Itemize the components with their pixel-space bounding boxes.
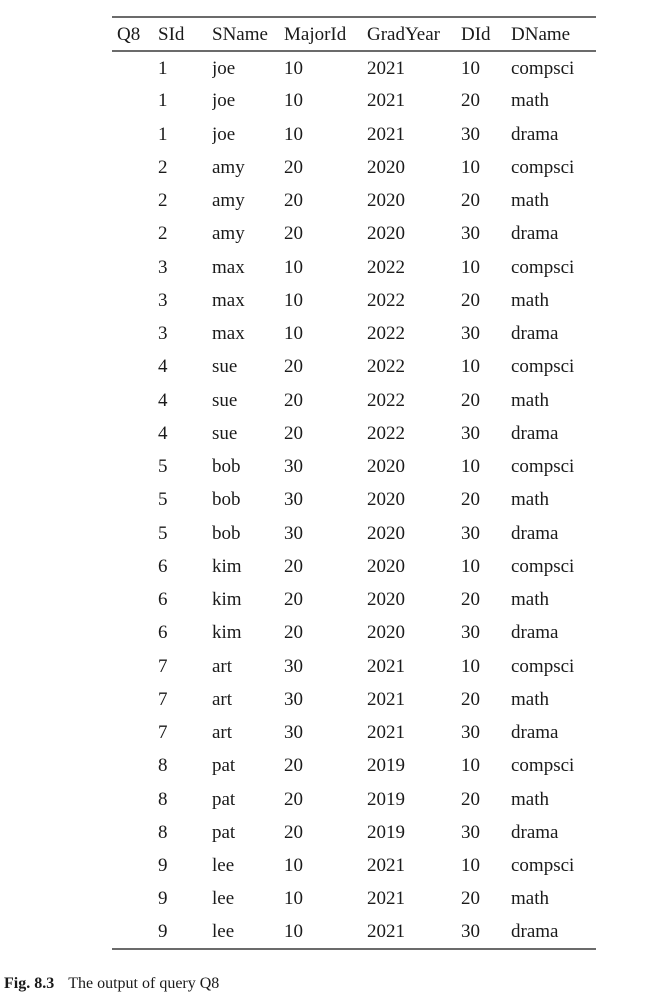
cell-dname: drama	[511, 223, 559, 245]
cell-gradyear: 2019	[367, 821, 405, 843]
figure-caption	[4, 974, 219, 994]
cell-sname: max	[212, 323, 245, 345]
cell-query-spacer	[112, 783, 158, 816]
table-row	[112, 683, 596, 716]
cell-sid: 4	[158, 389, 168, 411]
cell-sname: sue	[212, 422, 238, 444]
table-row	[112, 450, 596, 483]
cell-did: 30	[461, 422, 480, 444]
cell-query-spacer	[112, 650, 158, 683]
cell-sname: max	[212, 289, 245, 311]
cell-gradyear: 2021	[367, 57, 405, 79]
cell-majorid: 20	[284, 622, 303, 644]
cell-sid: 7	[158, 688, 168, 710]
cell-did: 20	[461, 788, 480, 810]
cell-sid: 6	[158, 589, 168, 611]
cell-majorid: 20	[284, 190, 303, 212]
cell-sid: 5	[158, 489, 168, 511]
col-header-gradyear: GradYear	[367, 17, 461, 51]
cell-sname: art	[212, 722, 233, 744]
table-row	[112, 118, 596, 151]
cell-dname: compsci	[511, 156, 575, 178]
cell-did: 30	[461, 522, 480, 544]
cell-sname: lee	[212, 888, 235, 910]
cell-query-spacer	[112, 916, 158, 949]
cell-gradyear: 2022	[367, 422, 405, 444]
table-row	[112, 816, 596, 849]
cell-dname: math	[511, 888, 549, 910]
cell-dname: compsci	[511, 755, 575, 777]
cell-sid: 5	[158, 522, 168, 544]
cell-query-spacer	[112, 583, 158, 616]
cell-gradyear: 2022	[367, 256, 405, 278]
cell-did: 20	[461, 688, 480, 710]
cell-did: 10	[461, 57, 480, 79]
cell-majorid: 10	[284, 256, 303, 278]
cell-did: 20	[461, 888, 480, 910]
cell-majorid: 20	[284, 356, 303, 378]
cell-majorid: 10	[284, 123, 303, 145]
cell-majorid: 10	[284, 855, 303, 877]
cell-majorid: 20	[284, 389, 303, 411]
cell-gradyear: 2022	[367, 289, 405, 311]
cell-dname: compsci	[511, 855, 575, 877]
cell-query-spacer	[112, 483, 158, 516]
cell-dname: compsci	[511, 256, 575, 278]
table-row	[112, 284, 596, 317]
cell-dname: drama	[511, 422, 559, 444]
cell-sid: 1	[158, 123, 168, 145]
cell-majorid: 10	[284, 888, 303, 910]
cell-sid: 2	[158, 156, 168, 178]
cell-query-spacer	[112, 51, 158, 84]
cell-did: 10	[461, 456, 480, 478]
cell-majorid: 20	[284, 156, 303, 178]
cell-did: 20	[461, 90, 480, 112]
col-header-did: DId	[461, 17, 511, 51]
cell-did: 20	[461, 289, 480, 311]
cell-gradyear: 2020	[367, 456, 405, 478]
cell-query-spacer	[112, 350, 158, 383]
cell-did: 30	[461, 223, 480, 245]
cell-dname: math	[511, 589, 549, 611]
cell-majorid: 30	[284, 456, 303, 478]
cell-did: 30	[461, 921, 480, 943]
cell-dname: compsci	[511, 456, 575, 478]
cell-sid: 6	[158, 555, 168, 577]
cell-sid: 5	[158, 456, 168, 478]
cell-query-spacer	[112, 84, 158, 117]
cell-query-spacer	[112, 550, 158, 583]
table-row	[112, 483, 596, 516]
cell-did: 10	[461, 356, 480, 378]
table-row	[112, 783, 596, 816]
col-header-dname: DName	[511, 17, 596, 51]
cell-majorid: 30	[284, 655, 303, 677]
cell-did: 30	[461, 323, 480, 345]
cell-sname: pat	[212, 821, 236, 843]
cell-dname: math	[511, 688, 549, 710]
table-row	[112, 517, 596, 550]
cell-query-spacer	[112, 384, 158, 417]
cell-gradyear: 2020	[367, 489, 405, 511]
table-row	[112, 84, 596, 117]
cell-query-spacer	[112, 882, 158, 915]
cell-sname: lee	[212, 855, 235, 877]
cell-query-spacer	[112, 816, 158, 849]
cell-query-spacer	[112, 184, 158, 217]
cell-did: 30	[461, 622, 480, 644]
cell-query-spacer	[112, 683, 158, 716]
table-row	[112, 251, 596, 284]
cell-dname: compsci	[511, 555, 575, 577]
cell-sname: bob	[212, 522, 241, 544]
cell-gradyear: 2020	[367, 190, 405, 212]
cell-sname: kim	[212, 555, 242, 577]
cell-sname: art	[212, 655, 233, 677]
table-row	[112, 849, 596, 882]
table-row	[112, 550, 596, 583]
figure-caption-text: The output of query Q8	[68, 975, 220, 992]
cell-did: 10	[461, 855, 480, 877]
cell-query-spacer	[112, 616, 158, 649]
table-row	[112, 417, 596, 450]
cell-query-spacer	[112, 849, 158, 882]
cell-query-spacer	[112, 151, 158, 184]
cell-majorid: 30	[284, 722, 303, 744]
cell-dname: math	[511, 90, 549, 112]
cell-sid: 7	[158, 722, 168, 744]
cell-sname: max	[212, 256, 245, 278]
cell-gradyear: 2021	[367, 888, 405, 910]
cell-gradyear: 2022	[367, 389, 405, 411]
cell-gradyear: 2021	[367, 90, 405, 112]
cell-sid: 3	[158, 289, 168, 311]
cell-did: 10	[461, 256, 480, 278]
table-header	[112, 17, 596, 51]
cell-gradyear: 2020	[367, 156, 405, 178]
cell-did: 10	[461, 555, 480, 577]
cell-query-spacer	[112, 217, 158, 250]
table-row	[112, 716, 596, 749]
table-row	[112, 616, 596, 649]
cell-majorid: 20	[284, 755, 303, 777]
cell-did: 20	[461, 489, 480, 511]
cell-majorid: 20	[284, 821, 303, 843]
cell-query-spacer	[112, 749, 158, 782]
cell-sid: 4	[158, 422, 168, 444]
cell-sname: joe	[212, 57, 236, 79]
cell-sid: 9	[158, 921, 168, 943]
cell-sname: joe	[212, 90, 236, 112]
query-output-table	[112, 16, 596, 950]
cell-majorid: 10	[284, 57, 303, 79]
cell-dname: math	[511, 190, 549, 212]
cell-sid: 4	[158, 356, 168, 378]
cell-gradyear: 2020	[367, 555, 405, 577]
table-row	[112, 583, 596, 616]
cell-sname: art	[212, 688, 233, 710]
cell-majorid: 10	[284, 921, 303, 943]
table-row	[112, 882, 596, 915]
cell-dname: compsci	[511, 57, 575, 79]
cell-sname: lee	[212, 921, 235, 943]
cell-dname: drama	[511, 622, 559, 644]
cell-did: 20	[461, 589, 480, 611]
col-header-sname: SName	[212, 17, 284, 51]
cell-dname: drama	[511, 722, 559, 744]
cell-gradyear: 2019	[367, 755, 405, 777]
table-row	[112, 317, 596, 350]
cell-majorid: 30	[284, 489, 303, 511]
cell-majorid: 20	[284, 788, 303, 810]
table-row	[112, 384, 596, 417]
table-row	[112, 916, 596, 949]
cell-query-spacer	[112, 716, 158, 749]
cell-did: 30	[461, 821, 480, 843]
cell-sname: amy	[212, 223, 245, 245]
cell-dname: compsci	[511, 655, 575, 677]
cell-sname: sue	[212, 389, 238, 411]
table-row	[112, 650, 596, 683]
cell-dname: drama	[511, 921, 559, 943]
table-row	[112, 217, 596, 250]
cell-sname: bob	[212, 489, 241, 511]
cell-sid: 2	[158, 223, 168, 245]
cell-query-spacer	[112, 284, 158, 317]
cell-gradyear: 2021	[367, 123, 405, 145]
cell-sid: 1	[158, 90, 168, 112]
cell-majorid: 20	[284, 422, 303, 444]
cell-gradyear: 2020	[367, 522, 405, 544]
table-row	[112, 749, 596, 782]
cell-gradyear: 2020	[367, 622, 405, 644]
cell-sid: 8	[158, 788, 168, 810]
cell-majorid: 30	[284, 688, 303, 710]
cell-gradyear: 2022	[367, 323, 405, 345]
cell-sname: kim	[212, 589, 242, 611]
cell-did: 20	[461, 190, 480, 212]
cell-dname: math	[511, 389, 549, 411]
cell-query-spacer	[112, 317, 158, 350]
cell-majorid: 20	[284, 589, 303, 611]
cell-gradyear: 2020	[367, 223, 405, 245]
query-label: Q8	[112, 17, 158, 51]
cell-dname: math	[511, 788, 549, 810]
cell-sid: 7	[158, 655, 168, 677]
cell-sid: 9	[158, 855, 168, 877]
cell-sname: bob	[212, 456, 241, 478]
cell-did: 30	[461, 722, 480, 744]
cell-gradyear: 2020	[367, 589, 405, 611]
cell-dname: drama	[511, 522, 559, 544]
cell-gradyear: 2019	[367, 788, 405, 810]
cell-dname: math	[511, 289, 549, 311]
cell-majorid: 10	[284, 289, 303, 311]
col-header-sid: SId	[158, 17, 212, 51]
table-row	[112, 184, 596, 217]
cell-sid: 3	[158, 323, 168, 345]
table-body	[112, 51, 596, 949]
table-header-row	[112, 17, 596, 51]
cell-sid: 3	[158, 256, 168, 278]
cell-sid: 6	[158, 622, 168, 644]
table-row	[112, 350, 596, 383]
cell-sid: 8	[158, 755, 168, 777]
cell-gradyear: 2021	[367, 655, 405, 677]
cell-query-spacer	[112, 417, 158, 450]
cell-dname: drama	[511, 821, 559, 843]
cell-did: 10	[461, 755, 480, 777]
table-row	[112, 151, 596, 184]
col-header-majorid: MajorId	[284, 17, 367, 51]
cell-dname: compsci	[511, 356, 575, 378]
cell-query-spacer	[112, 517, 158, 550]
table-row	[112, 51, 596, 84]
cell-sid: 9	[158, 888, 168, 910]
cell-gradyear: 2021	[367, 921, 405, 943]
cell-gradyear: 2021	[367, 855, 405, 877]
cell-majorid: 10	[284, 323, 303, 345]
cell-sname: amy	[212, 190, 245, 212]
cell-sname: joe	[212, 123, 236, 145]
cell-majorid: 20	[284, 555, 303, 577]
cell-majorid: 20	[284, 223, 303, 245]
cell-dname: drama	[511, 123, 559, 145]
cell-did: 10	[461, 156, 480, 178]
cell-query-spacer	[112, 251, 158, 284]
cell-gradyear: 2022	[367, 356, 405, 378]
cell-sname: amy	[212, 156, 245, 178]
cell-sid: 8	[158, 821, 168, 843]
cell-sid: 1	[158, 57, 168, 79]
cell-sname: sue	[212, 356, 238, 378]
cell-sname: pat	[212, 788, 236, 810]
cell-sname: pat	[212, 755, 236, 777]
cell-query-spacer	[112, 450, 158, 483]
cell-dname: drama	[511, 323, 559, 345]
cell-majorid: 10	[284, 90, 303, 112]
figure-caption-label: Fig. 8.3	[4, 975, 55, 992]
cell-gradyear: 2021	[367, 688, 405, 710]
cell-query-spacer	[112, 118, 158, 151]
cell-did: 30	[461, 123, 480, 145]
cell-sid: 2	[158, 190, 168, 212]
cell-gradyear: 2021	[367, 722, 405, 744]
cell-majorid: 30	[284, 522, 303, 544]
cell-dname: math	[511, 489, 549, 511]
cell-did: 10	[461, 655, 480, 677]
cell-did: 20	[461, 389, 480, 411]
cell-sname: kim	[212, 622, 242, 644]
